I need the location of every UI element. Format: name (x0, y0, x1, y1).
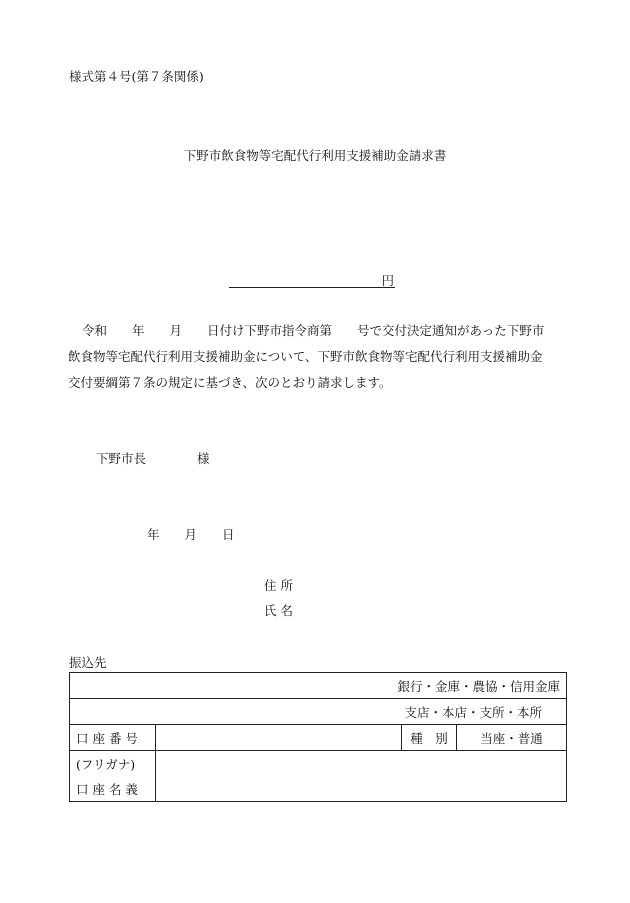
branch-name-field[interactable] (70, 699, 567, 725)
branch-type-options: 支店・本店・支所・本所 (404, 704, 543, 720)
account-type-options[interactable]: 当座・普通 (457, 725, 567, 751)
form-number: 様式第４号(第７条関係) (69, 69, 204, 84)
account-number-label: 口 座 番 号 (70, 725, 156, 751)
account-number-row (70, 725, 567, 751)
request-statement (68, 318, 564, 396)
name-label: 氏 名 (264, 603, 293, 618)
statement-line-3: 交付要綱第７条の規定に基づき、次のとおり請求します。 (68, 375, 392, 390)
account-number-field[interactable] (156, 725, 402, 751)
amount-unit: 円 (381, 273, 394, 288)
account-name-label: 口 座 名 義 (70, 776, 156, 802)
bank-account-table (69, 672, 567, 802)
amount-field[interactable] (229, 272, 395, 288)
transfer-destination-label: 振込先 (69, 655, 107, 670)
bank-row (70, 673, 567, 699)
account-type-label: 種 別 (402, 725, 457, 751)
addressee-suffix: 様 (197, 451, 210, 466)
bank-name-field[interactable] (70, 673, 567, 699)
statement-line-1: 令和 年 月 日付け下野市指令商第 号で交付決定通知があった下野市 (82, 323, 545, 338)
statement-line-2: 飲食物等宅配代行利用支援補助金について、下野市飲食物等宅配代行利用支援補助金 (68, 349, 543, 364)
bank-type-options: 銀行・金庫・農協・信用金庫 (397, 678, 561, 694)
addressee-name: 下野市長 (96, 451, 147, 466)
address-label: 住 所 (264, 578, 293, 593)
account-name-field[interactable] (156, 751, 567, 802)
document-title: 下野市飲食物等宅配代行利用支援補助金請求書 (183, 148, 447, 163)
date-field[interactable]: 年 月 日 (147, 527, 235, 542)
furigana-label: (フリガナ) (70, 751, 156, 777)
furigana-row (70, 751, 567, 777)
branch-row (70, 699, 567, 725)
